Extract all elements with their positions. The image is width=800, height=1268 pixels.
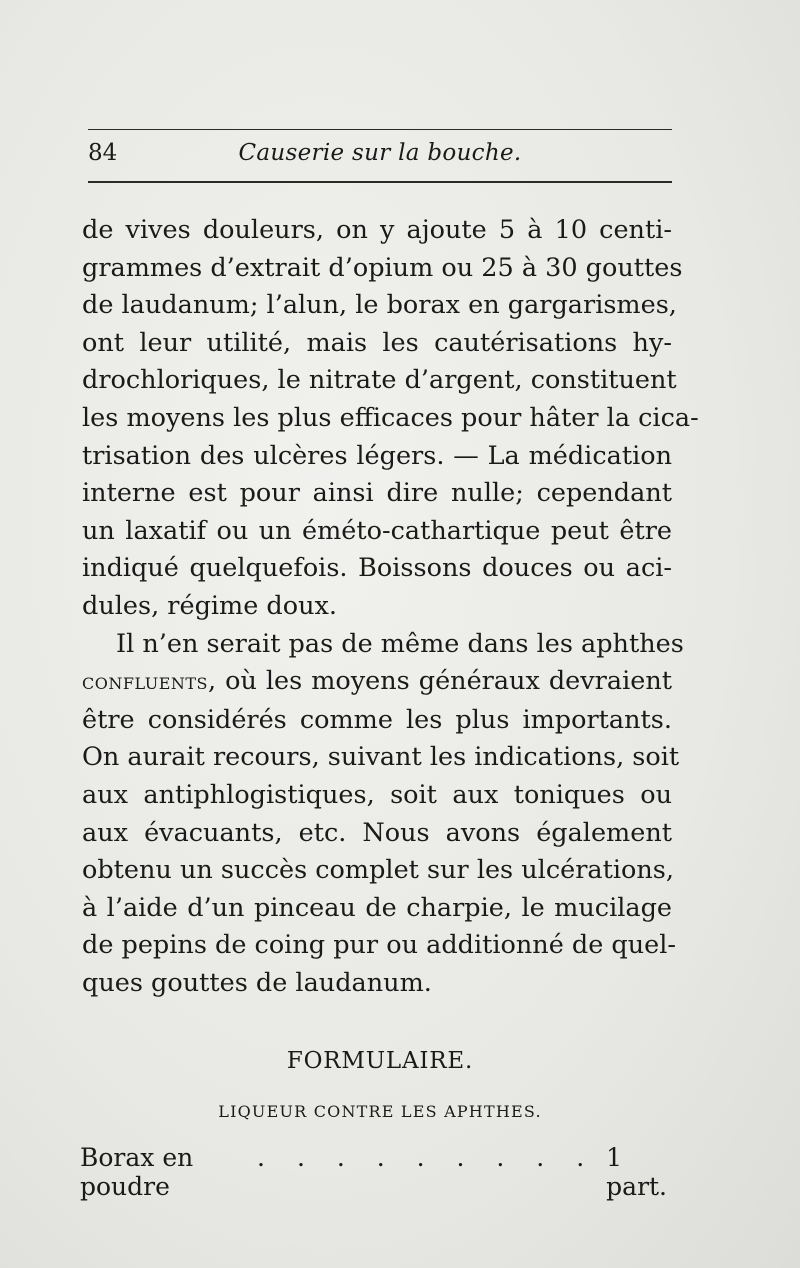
text-line: obtenu un succès complet sur les ulcérations, — [82, 855, 674, 886]
header-top-rule — [88, 129, 672, 130]
ingredient-quantity: 1 part. — [606, 1143, 668, 1201]
text-line: ques gouttes de laudanum. — [82, 967, 432, 998]
text-line: trisation des ulcères légers. — La médication — [82, 440, 672, 471]
text-fragment: , où les moyens généraux devraient — [208, 666, 672, 697]
ingredient-name: Borax en poudre — [80, 1143, 194, 1201]
text-line: les moyens les plus efficaces pour hâter la cica- — [82, 402, 699, 433]
text-line: un laxatif ou un éméto-cathartique peut être — [82, 515, 672, 546]
text-line: être considérés comme les plus importants. — [82, 704, 672, 735]
text-line: de pepins de coing pur ou additionné de quel- — [82, 930, 677, 961]
text-line: interne est pour ainsi dire nulle; cependant — [82, 478, 672, 509]
text-line: aux évacuants, etc. Nous avons également — [82, 817, 672, 848]
text-line: drochloriques, le nitrate d’argent, constituent — [82, 365, 677, 396]
dot-leader: . . . . . . . . . — [257, 1143, 597, 1172]
text-line — [82, 663, 672, 702]
page-number: 84 — [88, 140, 118, 166]
paragraph-2 — [82, 626, 684, 1003]
text-line: de vives douleurs, on y ajoute 5 à 10 centi- — [82, 215, 672, 245]
paragraph-1 — [82, 212, 699, 626]
text-line: Il n’en serait pas de même dans les aphthes — [116, 628, 684, 659]
running-title: Causerie sur la bouche. — [238, 140, 522, 166]
text-line: grammes d’extrait d’opium ou 25 à 30 gouttes — [82, 252, 683, 283]
body-text — [82, 212, 699, 1002]
header-bottom-rule — [88, 181, 672, 183]
section-heading: FORMULAIRE. — [286, 1048, 474, 1074]
text-line: dules, régime doux. — [82, 590, 338, 621]
recipe-title: LIQUEUR CONTRE LES APHTHES. — [218, 1102, 542, 1121]
text-line: indiqué quelquefois. Boissons douces ou aci- — [82, 553, 672, 584]
text-line: On aurait recours, suivant les indications, soit — [82, 742, 680, 773]
recipe-ingredient-row — [80, 1143, 670, 1201]
running-header — [88, 140, 672, 174]
text-line: aux antiphlogistiques, soit aux toniques ou — [82, 779, 672, 810]
text-line: de laudanum; l’alun, le borax en gargarismes, — [82, 290, 677, 321]
text-line: ont leur utilité, mais les cautérisations hy- — [82, 327, 672, 358]
smallcaps-word: confluents — [82, 669, 209, 696]
text-line: à l’aide d’un pinceau de charpie, le mucilage — [82, 892, 672, 923]
